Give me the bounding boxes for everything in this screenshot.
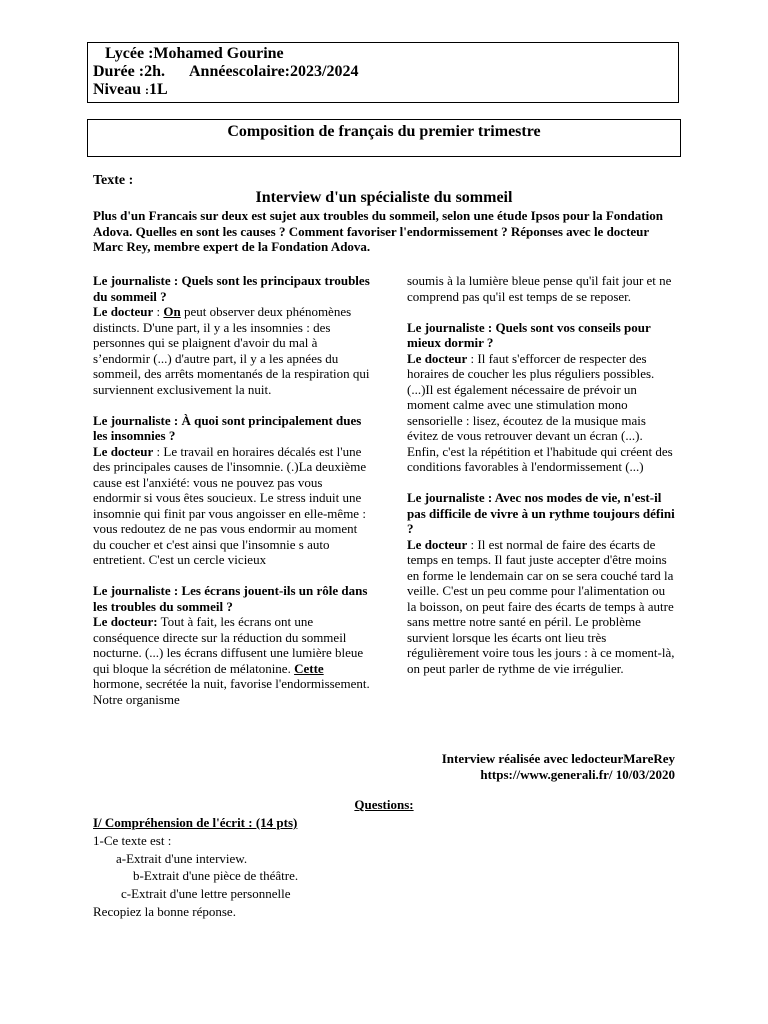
journalist-question: Le journaliste : Quels sont les principaux troubles du sommeil ? [93, 273, 370, 304]
underlined-word: Cette [294, 660, 324, 676]
duration: Durée :2h. [93, 63, 165, 80]
interview-block-2 [93, 413, 371, 568]
journalist-question: Le journaliste : Quels sont vos conseils pour mieux dormir ? [407, 319, 651, 350]
school-name: Lycée :Mohamed Gourine [105, 45, 284, 62]
doctor-label: Le docteur [407, 350, 468, 366]
article-intro: Plus d'un Francais sur deux est sujet aux troubles du sommeil, selon une étude Ipsos pour la Fondation Adova. Quelles en sont les causes ? Comment favoriser l'endormissement ? Réponses avec le docteur Marc Rey, membre expert de la Fondation Adova. [93, 208, 663, 254]
duration-year-line [93, 63, 678, 81]
text-label: Texte : [93, 173, 134, 188]
level-line [93, 81, 678, 99]
exam-title: Composition de français du premier trimestre [227, 123, 541, 140]
article-credit [300, 751, 675, 783]
underlined-word: On [163, 304, 181, 319]
exam-title-box [87, 119, 681, 157]
doctor-label: Le docteur [93, 304, 154, 319]
doctor-answer: : Il faut s'efforcer de respecter des horaires de coucher les plus réguliers possibles. [407, 350, 655, 381]
level-value: 1L [149, 81, 168, 98]
question-instruction: Recopiez la bonne réponse. [93, 904, 236, 919]
option-c: c-Extrait d'une lettre personnelle [121, 886, 291, 901]
interview-block-5 [407, 490, 677, 676]
journalist-question: Le journaliste : Avec nos modes de vie, n'est-il pas difficile de vivre à un rythme toujours défini ? [407, 490, 675, 536]
journalist-question: Le journaliste : Les écrans jouent-ils un rôle dans les troubles du sommeil ? [93, 583, 368, 614]
journalist-question: Le journaliste : À quoi sont principalement dues les insomnies ? [93, 412, 362, 443]
doctor-label: Le docteur: [93, 614, 158, 629]
doctor-answer: : Le travail en horaires décalés est l'une des principales causes de l'insomnie. (.)La deuxième cause est l'anxiété: vous ne pouvez pas vous endormir si vous êtes soucieux. Le stress induit une insomnie qui finit par vous angoisser en elle-même : vous redoutez de ne pas vous endormir au moment du coucher et c'est ainsi que l'insomnie s auto entretient. C'est un cercle vicieux [93, 443, 367, 567]
option-a: a-Extrait d'une interview. [116, 851, 248, 866]
option-b: b-Extrait d'une pièce de théâtre. [133, 868, 299, 883]
level-separator: : [145, 83, 149, 97]
answer-continuation: soumis à la lumière bleue pense qu'il fait jour et ne comprend pas qu'il est temps de se reposer. [407, 273, 672, 304]
question-1: 1-Ce texte est : [93, 833, 172, 848]
doctor-answer: : Il est normal de faire des écarts de temps en temps. Il faut juste accepter d'être moins en forme le lendemain car on se sera couché tard la veille. C'est un peu comme pour l'alimentation ou la boisson, on peut faire des écarts de temps à autre sans mettre notre santé en péril. Le problème survient lorsque les écarts ont lieu très régulièrement voire tous les jours : à ce moment-là, on peut parler de rythme de vie irrégulier. [407, 536, 675, 676]
source-link: https://www.generali.fr/ 10/03/2020 [480, 767, 675, 782]
school-year: Annéescolaire:2023/2024 [188, 63, 359, 80]
header-info-box [87, 42, 679, 103]
article-title: Interview d'un spécialiste du sommeil [255, 189, 513, 206]
interview-block-1 [93, 273, 371, 397]
credit-line: Interview réalisée avec ledocteurMareRey [441, 751, 675, 766]
doctor-answer-continued: hormone, secrétée la nuit, favorise l'endormissement. Notre organisme [93, 676, 370, 707]
doctor-label: Le docteur [407, 536, 468, 552]
interview-block-4 [407, 320, 677, 475]
questions-title: Questions: [354, 797, 414, 812]
interview-block-3 [93, 583, 371, 707]
article-column-left [93, 273, 371, 723]
article-column-right [407, 273, 677, 692]
doctor-answer: peut observer deux phénomènes distincts. D'une part, il y a les insomnies : des personnes qui se plaignent d'avoir du mal à s’endormir (...) d'autre part, il y a les apnées du sommeil, des arrêts momentanés de la respiration qui surviennent exclusivement la nuit. [93, 304, 370, 397]
level-label: Niveau [93, 81, 141, 98]
separator: : [153, 304, 164, 319]
section-title: I/ Compréhension de l'écrit : (14 pts) [93, 815, 298, 830]
doctor-label: Le docteur [93, 443, 154, 459]
doctor-answer: Tout à fait, les écrans ont une conséquence directe sur la réduction du sommeil nocturne. (...) les écrans diffusent une lumière bleue qui bloque la sécrétion de mélatonine. [93, 614, 364, 676]
doctor-answer-continued: (...)Il est également nécessaire de prévoir un moment calme avec une stimulation mono sensorielle : lisez, écoutez de la musique mais évitez de vous retrouver devant un écran (...). Enfin, c'est la répétition et l'habitude qui créent des conditions favorables à l'endormissement (...) [407, 381, 673, 474]
